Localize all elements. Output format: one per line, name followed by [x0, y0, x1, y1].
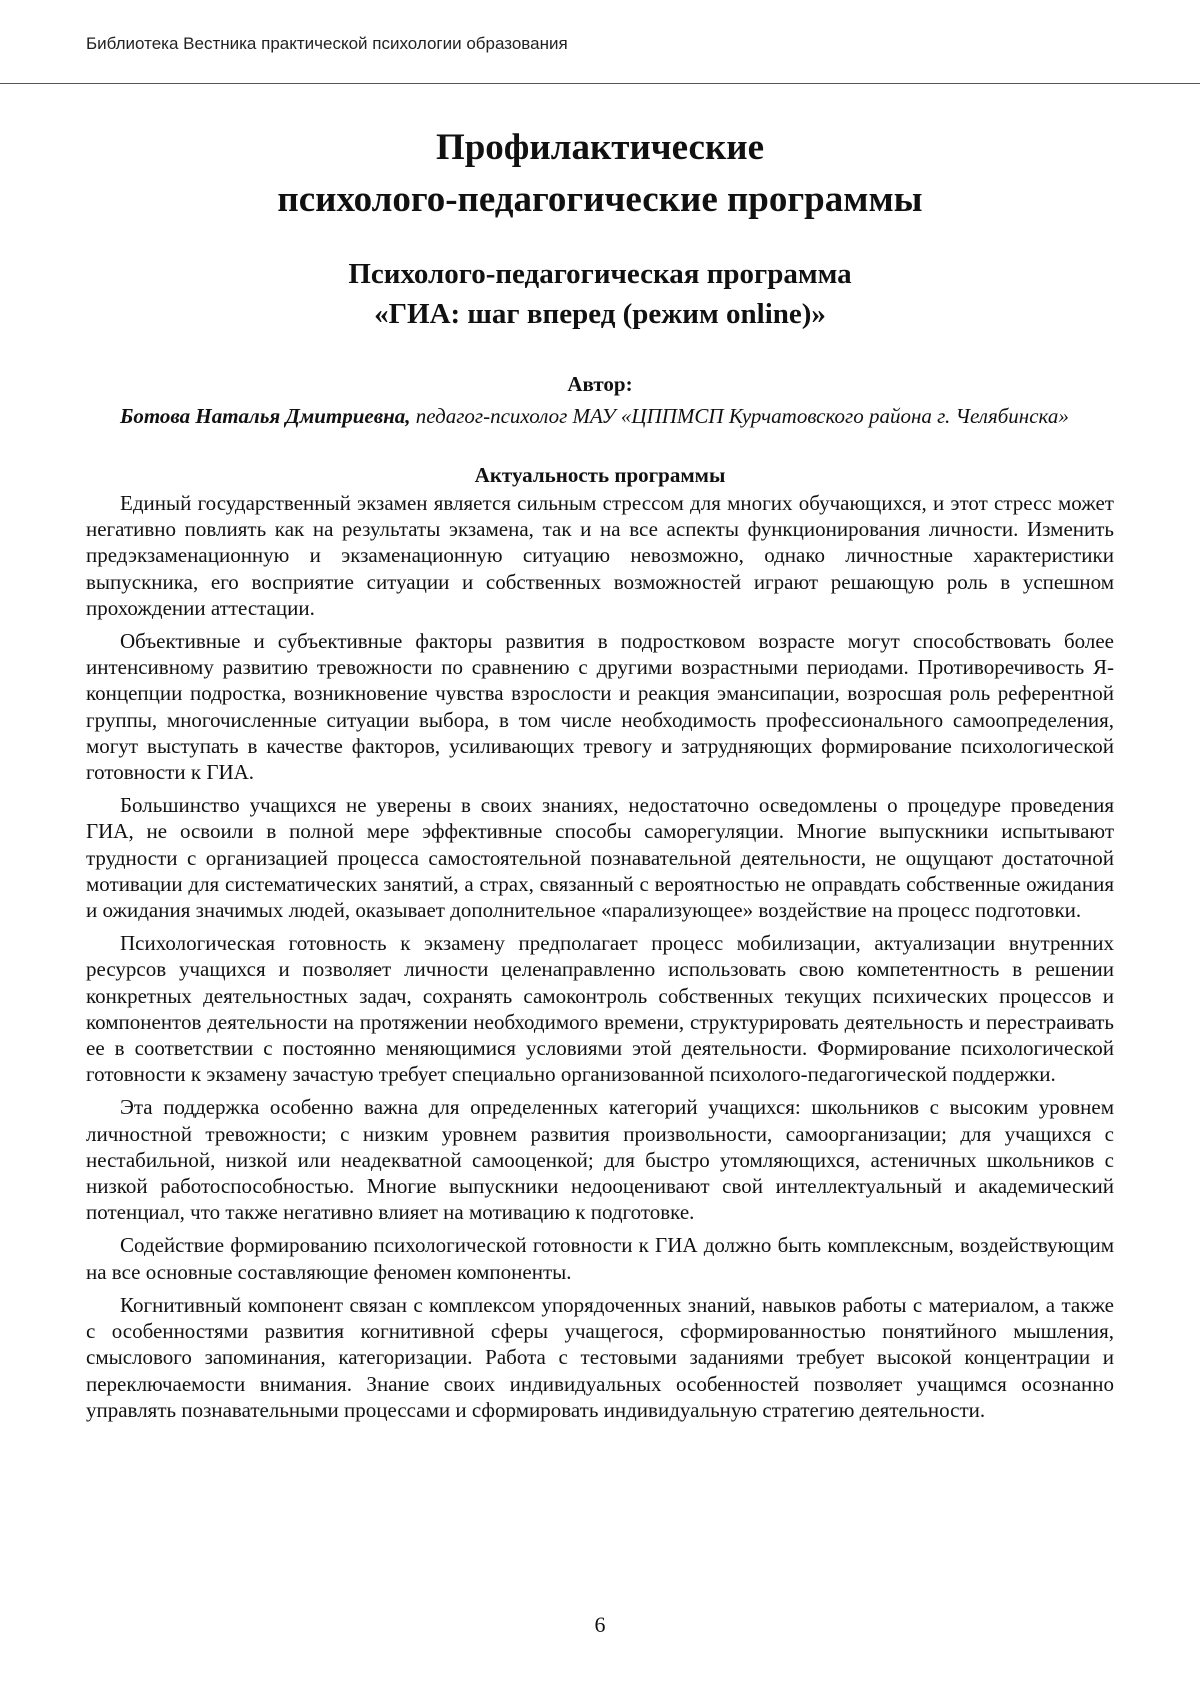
program-title-line-1: Психолого-педагогическая программа — [348, 258, 852, 290]
paragraph: Эта поддержка особенно важна для определенных категорий учащихся: школьников с высоким уровнем личностной тревожности; с низким уровнем развития произвольности, самоорганизации; для учащихся с нестабильной, низкой или неадекватной самооценкой; для быстро утомляющихся, астеничных школьников с низкой работоспособностью. Многие выпускники недооценивают свой интеллектуальный и академический потенциал, что также негативно влияет на мотивацию к подготовке. — [86, 1095, 1114, 1225]
paragraph: Единый государственный экзамен является сильным стрессом для многих обучающихся, и этот стресс может негативно повлиять как на результаты экзамена, так и на все аспекты функционирования личности. Изменить предэкзаменационную и экзаменационную ситуацию невозможно, однако личностные характеристики выпускника, его восприятие ситуации и собственных возможностей играют решающую роль в успешном прохождении аттестации. — [86, 491, 1114, 620]
header-rule — [0, 83, 1200, 84]
author-label: Автор: — [567, 372, 633, 396]
running-header: Библиотека Вестника практической психологии образования — [86, 34, 568, 53]
program-title — [86, 254, 1114, 334]
paragraph: Психологическая готовность к экзамену предполагает процесс мобилизации, актуализации внутренних ресурсов учащихся и позволяет личности целенаправленно использовать свою компетентность в решении конкретных деятельностных задач, сохранять самоконтроль собственных текущих психических процессов и компонентов деятельности на протяжении необходимого времени, структурировать деятельность и перестраивать ее в соответствии с постоянно меняющимися условиями этой деятельности. Формирование психологической готовности к экзамену зачастую требует специально организованной психолого-педагогической поддержки. — [86, 931, 1114, 1087]
program-title-line-2: «ГИА: шаг вперед (режим online)» — [374, 298, 826, 330]
paragraph: Когнитивный компонент связан с комплексом упорядоченных знаний, навыков работы с материалом, а также с особенностями развития когнитивной сферы учащегося, сформированностью понятийного мышления, смыслового запоминания, категоризации. Работа с тестовыми заданиями требует высокой концентрации и переключаемости внимания. Знание своих индивидуальных особенностей позволяет учащимся осознанно управлять познавательными процессами и сформировать индивидуальную стратегию деятельности. — [86, 1292, 1114, 1422]
main-title — [86, 122, 1114, 226]
main-title-line-2: психолого-педагогические программы — [277, 179, 923, 220]
main-title-line-1: Профилактические — [435, 127, 765, 168]
author-name: Ботова Наталья Дмитриевна, — [120, 404, 411, 428]
section-heading: Актуальность программы — [474, 463, 726, 487]
paragraph: Содействие формированию психологической готовности к ГИА должно быть комплексным, воздействующим на все основные составляющие феномен компоненты. — [86, 1233, 1114, 1284]
paragraph: Объективные и субъективные факторы развития в подростковом возрасте могут способствовать более интенсивному развитию тревожности по сравнению с другими возрастными периодами. Противоречивость Я-концепции подростка, возникновение чувства взрослости и реакция эмансипации, возросшая роль референтной группы, многочисленные ситуации выбора, в том числе необходимость профессионального самоопределения, могут выступать в качестве факторов, усиливающих тревогу и затрудняющих формирование психологической готовности к ГИА. — [86, 629, 1114, 785]
paragraph: Большинство учащихся не уверены в своих знаниях, недостаточно осведомлены о процедуре проведения ГИА, не освоили в полной мере эффективные способы саморегуляции. Многие выпускники испытывают трудности с организацией процесса самостоятельной познавательной деятельности, не ощущают достаточной мотивации для систематических занятий, а страх, связанный с вероятностью не оправдать собственные ожидания и ожидания значимых людей, оказывает дополнительное «парализующее» воздействие на процесс подготовки. — [86, 793, 1114, 923]
page-number: 6 — [594, 1612, 606, 1637]
author-info — [86, 402, 1114, 431]
author-position: педагог-психолог МАУ «ЦППМСП Курчатовского района г. Челябинска» — [410, 404, 1069, 428]
page-content — [86, 122, 1114, 1430]
